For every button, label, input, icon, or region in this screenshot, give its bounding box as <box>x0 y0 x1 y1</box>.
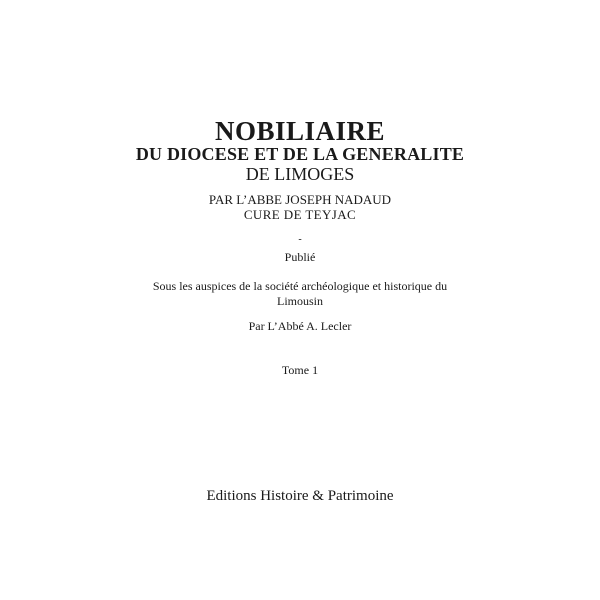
author-line2: CURE DE TEYJAC <box>243 207 357 222</box>
publisher-name: Editions Histoire & Patrimoine <box>206 488 394 504</box>
published-label: Publié <box>284 250 316 264</box>
author-line1: PAR L’ABBE JOSEPH NADAUD <box>208 192 392 207</box>
book-subtitle-line1: DU DIOCESE ET DE LA GENERALITE <box>135 144 465 164</box>
editor-credit: Par L’Abbé A. Lecler <box>248 319 352 333</box>
book-subtitle-line2: DE LIMOGES <box>245 164 355 184</box>
volume-label: Tome 1 <box>281 363 319 377</box>
book-title: NOBILIAIRE <box>214 116 386 146</box>
auspices-line2: Limousin <box>276 294 323 308</box>
auspices-line1: Sous les auspices de la société archéologique et historique du <box>152 279 448 293</box>
separator-dash: - <box>298 234 302 245</box>
